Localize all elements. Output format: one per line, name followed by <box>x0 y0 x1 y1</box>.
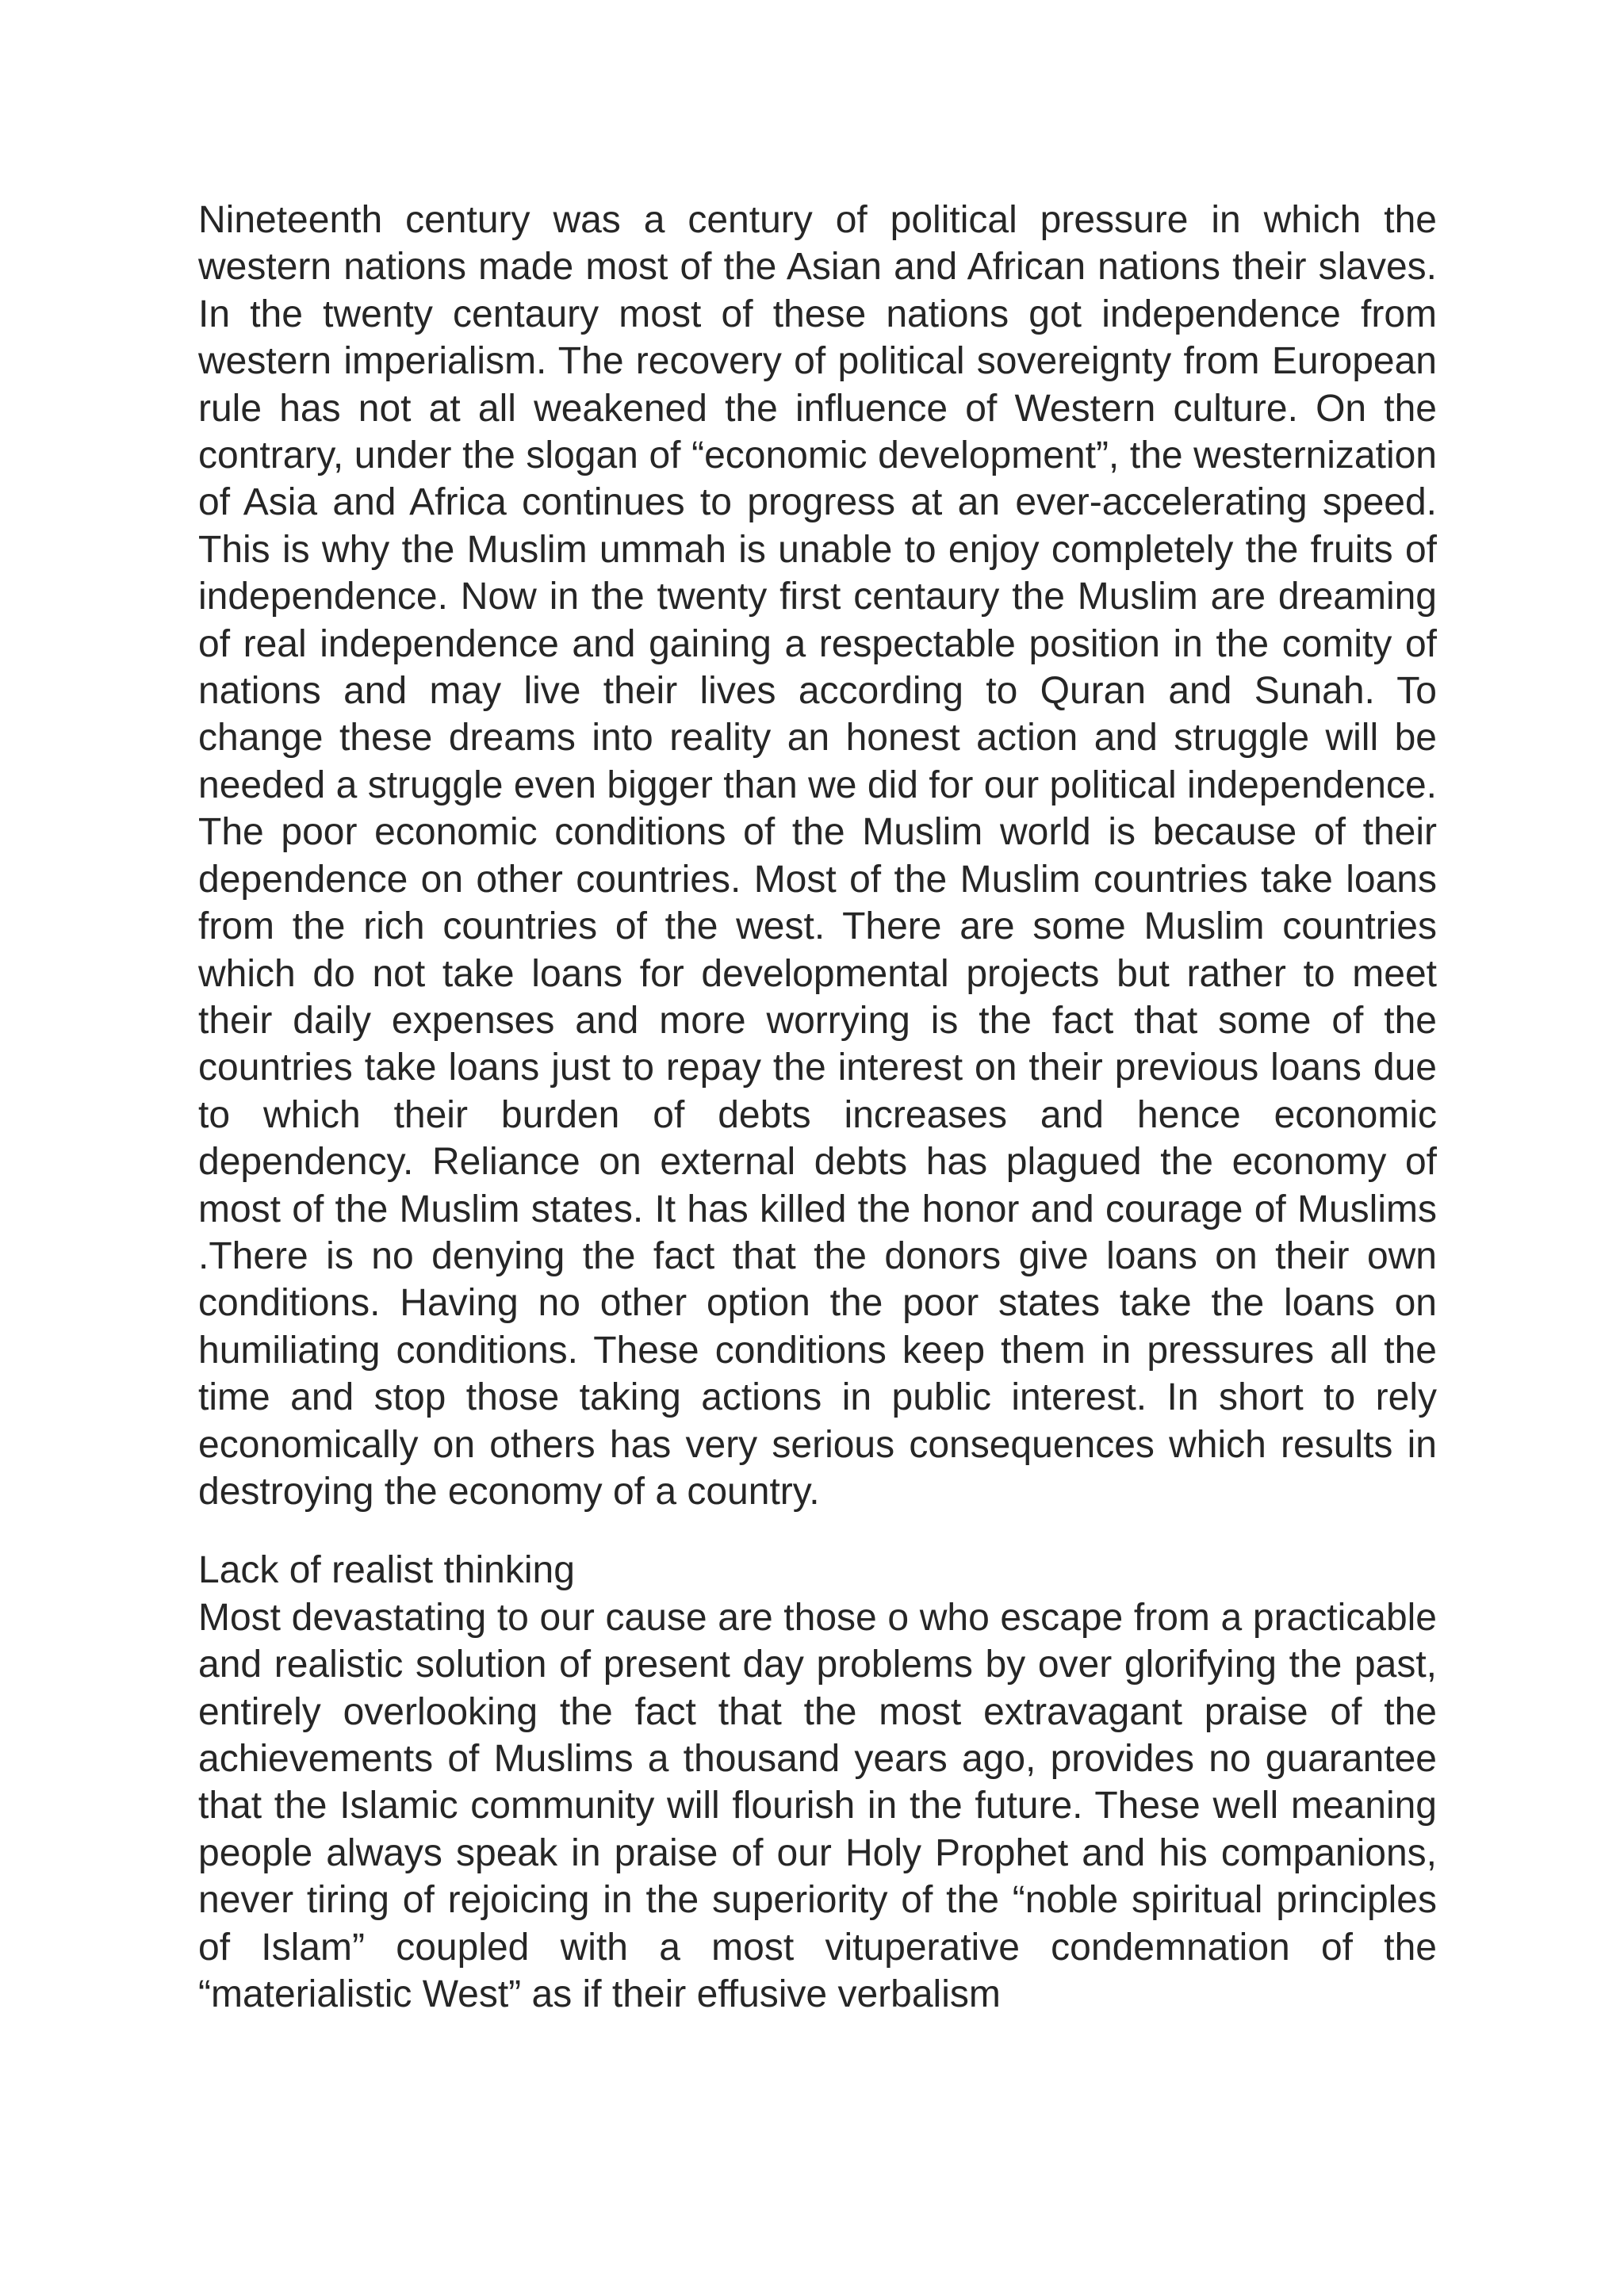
body-paragraph-1: Nineteenth century was a century of political pressure in which the western nations made most of the Asian and African nations their slaves. In the twenty centaury most of these nations got independence from western imperialism. The recovery of political sovereignty from European rule has not at all weakened the influence of Western culture. On the contrary, under the slogan of “economic development”, the westernization of Asia and Africa continues to progress at an ever-accelerating speed. This is why the Muslim ummah is unable to enjoy completely the fruits of independence. Now in the twenty first centaury the Muslim are dreaming of real independence and gaining a respectable position in the comity of nations and may live their lives according to Quran and Sunah. To change these dreams into reality an honest action and struggle will be needed a struggle even bigger than we did for our political independence. The poor economic conditions of the Muslim world is because of their dependence on other countries. Most of the Muslim countries take loans from the rich countries of the west. There are some Muslim countries which do not take loans for developmental projects but rather to meet their daily expenses and more worrying is the fact that some of the countries take loans just to repay the interest on their previous loans due to which their burden of debts increases and hence economic dependency. Reliance on external debts has plagued the economy of most of the Muslim states. It has killed the honor and courage of Muslims .There is no denying the fact that the donors give loans on their own conditions. Having no other option the poor states take the loans on humiliating conditions. These conditions keep them in pressures all the time and stop those taking actions in public interest. In short to rely economically on others has very serious consequences which results in destroying the economy of a country. <box>198 199 1437 1513</box>
section-heading: Lack of realist thinking <box>198 1549 575 1592</box>
document-page <box>198 197 1437 2018</box>
body-paragraph-2: Most devastating to our cause are those o who escape from a practicable and realistic solution of present day problems by over glorifying the past, entirely overlooking the fact that the most extravagant praise of the achievements of Muslims a thousand years ago, provides no guarantee that the Islamic community will flourish in the future. These well meaning people always speak in praise of our Holy Prophet and his companions, never tiring of rejoicing in the superiority of the “noble spiritual principles of Islam” coupled with a most vituperative condemnation of the “materialistic West” as if their effusive verbalism <box>198 1596 1437 2016</box>
